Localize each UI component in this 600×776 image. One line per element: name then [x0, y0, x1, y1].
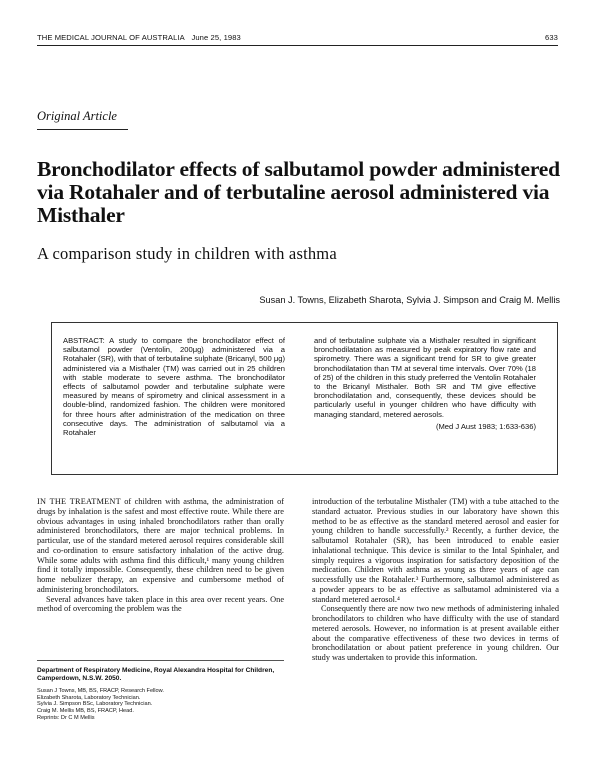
body-right-column: [312, 497, 559, 663]
article-title: Bronchodilator effects of salbutamol powder administered via Rotahaler and of terbutaline aerosol administered via Misthaler: [37, 157, 560, 227]
footnote-line: Reprints: Dr C M Mellis: [37, 714, 95, 721]
lead-in: IN THE TREATMENT: [37, 497, 121, 506]
abstract-right-text: and of terbutaline sulphate via a Misthaler resulted in significant bronchodilatation as measured by peak expiratory flow rate and spirometry. There was a significant trend for SR to give greater bronchodilatation than TM at several time intervals. Over 70% (18 of 25) of the children in this study preferred the Ventolin Rotahaler to the Bricanyl Misthaler. Both SR and TM give effective bronchodilatation and, consequently, these devices should be particularly useful in younger children who have difficulty with managing standard, metered aerosols.: [314, 336, 536, 419]
footnote-line: Sylvia J. Simpson BSc, Laboratory Technician.: [37, 701, 153, 708]
body-paragraph: Consequently there are now two new methods of administering inhaled bronchodilators to children who have difficulty with the use of standard metered aerosols. However, no information is at present available either about the comparative effectiveness of these two devices in terms of bronchodilatation or about patient preference in young children. Our study was undertaken to provide this information.: [312, 604, 559, 662]
author-list: Susan J. Towns, Elizabeth Sharota, Sylvia J. Simpson and Craig M. Mellis: [259, 295, 560, 305]
journal-title: THE MEDICAL JOURNAL OF AUSTRALIA: [37, 33, 185, 42]
body-paragraph: Several advances have taken place in this area over recent years. One method of overcoming the problem was the: [37, 594, 284, 614]
author-footnotes: [37, 688, 284, 722]
abstract-right-column: [314, 336, 536, 431]
section-label: Original Article: [37, 109, 117, 123]
body-left-column: [37, 497, 284, 614]
body-paragraph: [37, 497, 284, 595]
footnote-line: Craig M. Mellis MB, BS, FRACP, Head.: [37, 708, 134, 715]
running-header: [37, 33, 558, 45]
body-paragraph: introduction of the terbutaline Misthaler (TM) with a tube attached to the standard actuator. Previous studies in our laboratory have shown this method to be as effective as the standard metered aerosol and easier for young children to handle successfully.² Recently, a further device, the salbutamol Rotahaler (SR), has been introduced to enable easier inhalational technique. This device is similar to the Intal Spinhaler, and simply requires a vigorous inspiration for satisfactory deposition of the medication. Children with asthma as young as three years of age can successfully use the Rotahaler.³ Furthermore, salbutamol administered as a powder appears to be as effective as salbutamol administered via a standard metered aerosol.⁴: [312, 497, 559, 604]
footnote-rule: [37, 660, 284, 661]
section-rule: [37, 129, 128, 130]
page-number: 633: [545, 33, 558, 42]
footnote-line: Susan J Towns, MB, BS, FRACP, Research Fellow.: [37, 688, 164, 694]
abstract-left-column: ABSTRACT: A study to compare the bronchodilator effect of salbutamol powder (Ventolin, 200μg) administered via a Rotahaler (SR), with that of terbutaline sulphate (Bricanyl, 500 μg) administered via a Misthaler (TM) was carried out in 25 children with stable moderate to severe asthma. The bronchodilator effects of salbutamol powder and terbutaline sulphate were measured by means of spirometry and clinical assessment in a double-blind, randomized fashion. The children were monitored for three hours after administration of the medication on three consecutive days. The administration of salbutamol via a Rotahaler: [63, 336, 285, 438]
journal-name: [37, 33, 241, 42]
issue-date: June 25, 1983: [191, 33, 241, 42]
article-subtitle: A comparison study in children with asthma: [37, 244, 337, 263]
affiliation: Department of Respiratory Medicine, Royal Alexandra Hospital for Children, Camperdown, N.S.W. 2050.: [37, 667, 275, 682]
body-text: of children with asthma, the administration of drugs by inhalation is the safest and most effective route. While there are obvious advantages in using inhaled bronchodilators rather than orally administered bronchodilators, there are major technical problems. In particular, use of the standard metered aerosol requires considerable skill and co-ordination to ensure satisfactory inhalation of the active drug. While some adults with asthma find this difficult,¹ many young children find it totally impossible. Consequently, these children need to be given home nebulizer therapy, an expensive and cumbersome method of administering bronchodilators.: [37, 497, 284, 594]
footnote-line: Elizabeth Sharota, Laboratory Technician.: [37, 694, 141, 701]
header-rule: [37, 45, 558, 46]
citation: (Med J Aust 1983; 1:633-636): [435, 421, 536, 431]
